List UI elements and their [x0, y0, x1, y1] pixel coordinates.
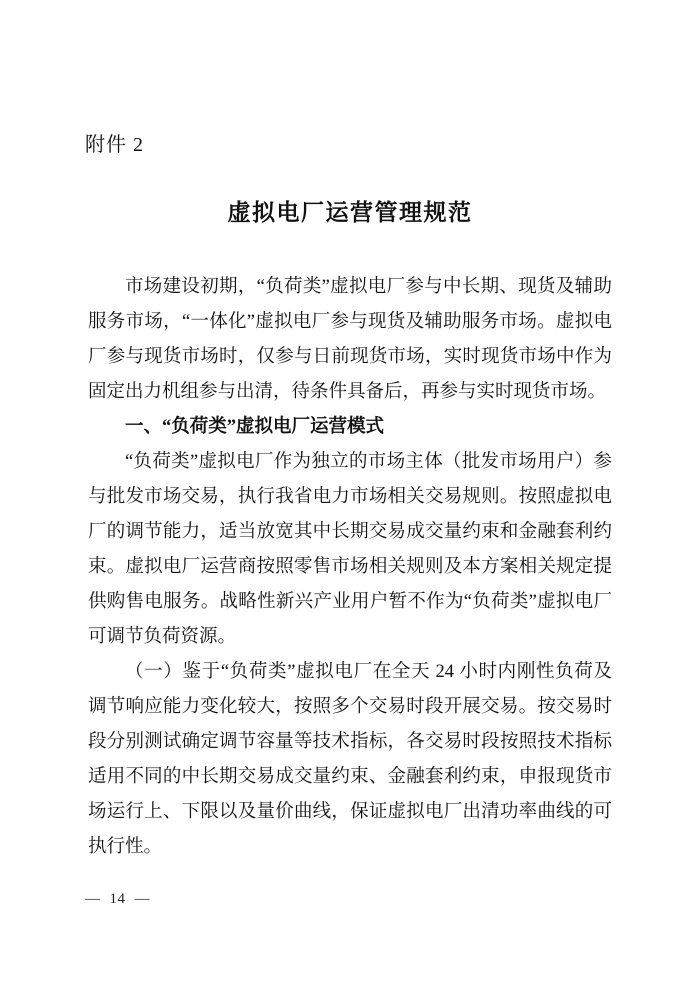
body-paragraph: 市场建设初期，“负荷类”虚拟电厂参与中长期、现货及辅助服务市场，“一体化”虚拟电厂参与现货及辅助服务市场。虚拟电厂参与现货市场时，仅参与日前现货市场，实时现货市场中作为固定出力机组参与出清，待条件具备后，再参与实时现货市场。: [88, 277, 612, 402]
page-footer: [85, 891, 159, 908]
document-body: [88, 270, 612, 865]
page-number: 14: [109, 891, 126, 907]
attachment-label: 附件 2: [85, 134, 144, 156]
body-paragraph: （一）鉴于“负荷类”虚拟电厂在全天 24 小时内刚性负荷及调节响应能力变化较大，按照多个交易时段开展交易。按交易时段分别测试确定调节容量等技术指标，各交易时段按照技术指标适用不同的中长期交易成交量约束、金融套利约束，申报现货市场运行上、下限以及量价曲线，保证虚拟电厂出清功率曲线的可执行性。: [88, 662, 612, 857]
section-heading: 一、“负荷类”虚拟电厂运营模式: [125, 417, 385, 437]
footer-right-dash: —: [134, 891, 150, 907]
body-paragraph: “负荷类”虚拟电厂作为独立的市场主体（批发市场用户）参与批发市场交易，执行我省电力市场相关交易规则。按照虚拟电厂的调节能力，适当放宽其中长期交易成交量约束和金融套利约束。虚拟电厂运营商按照零售市场相关规则及本方案相关规定提供购售电服务。战略性新兴产业用户暂不作为“负荷类”虚拟电厂可调节负荷资源。: [88, 452, 612, 647]
footer-left-dash: —: [85, 891, 101, 907]
document-title: 虚拟电厂运营管理规范: [227, 200, 473, 225]
